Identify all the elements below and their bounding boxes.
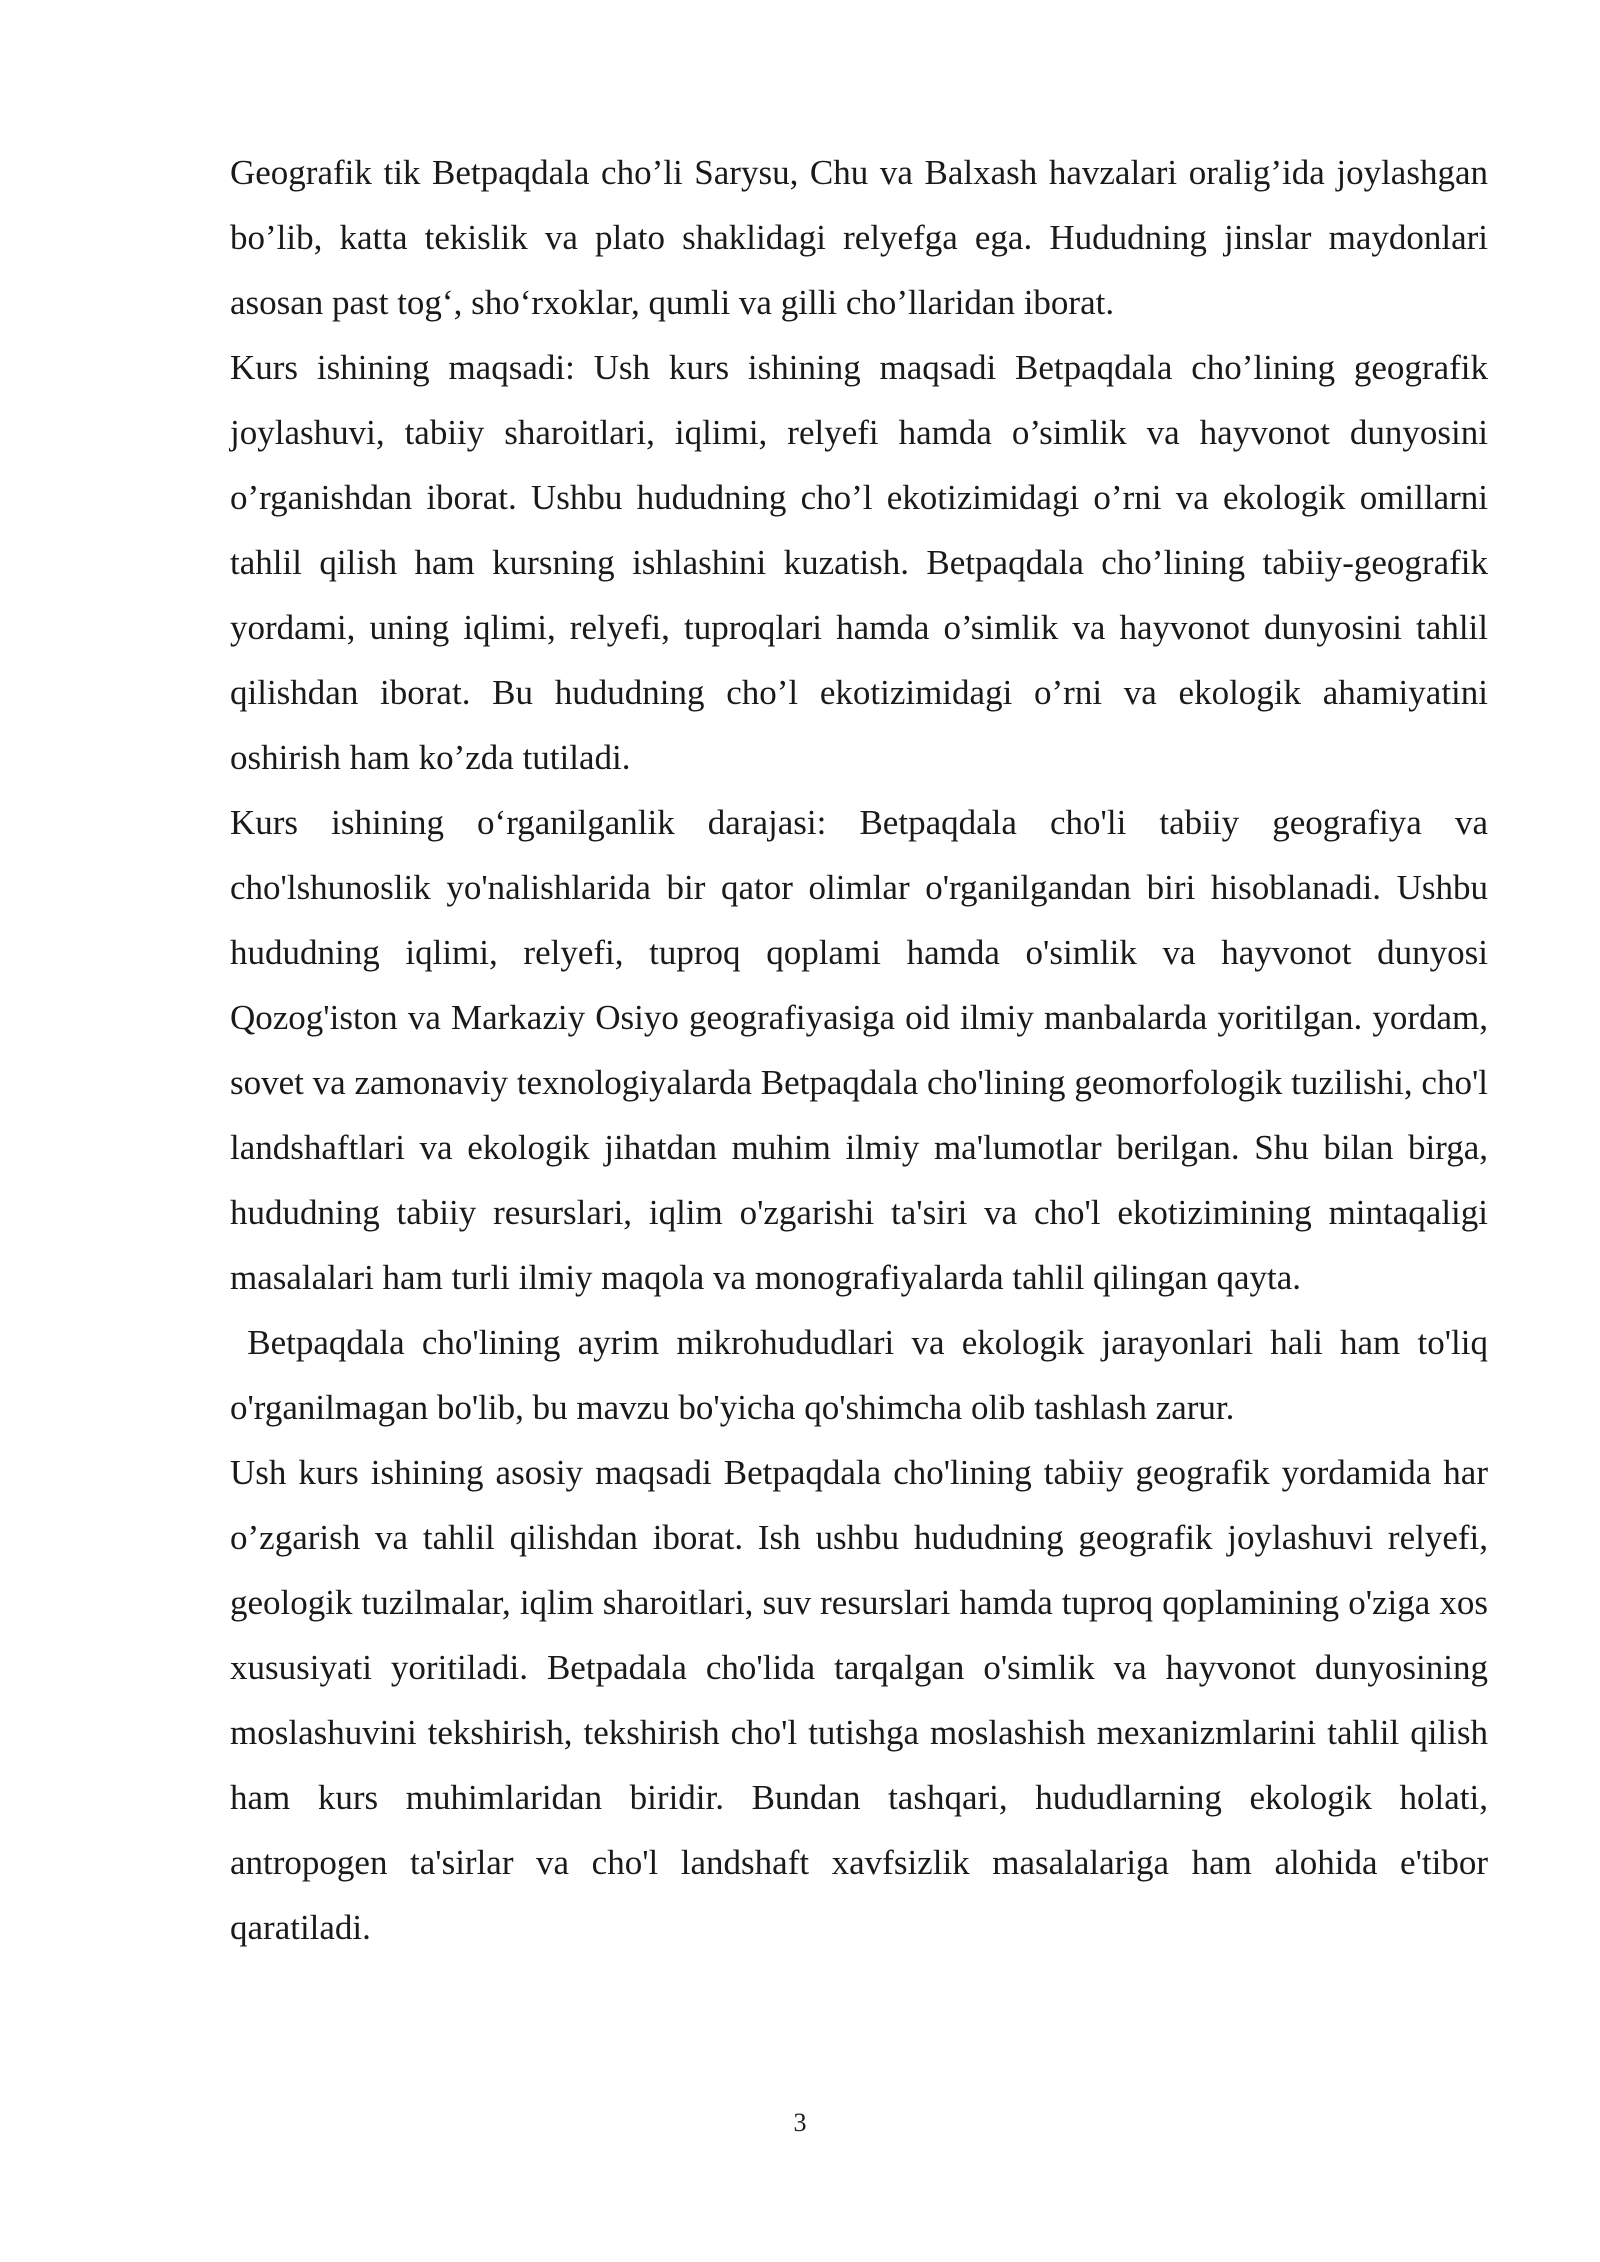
paragraph-study-level: Kurs ishining o‘rganilganlik darajasi: Betpaqdala cho'li tabiiy geografiya va cho'lshunoslik yo'nalishlarida bir qator olimlar o'rganilgandan biri hisoblanadi. Ushbu hududning iqlimi, relyefi, tuproq qoplami hamda o'simlik va hayvonot dunyosi Qozog'iston va Markaziy Osiyo geografiyasiga oid ilmiy manbalarda yoritilgan. yordam, sovet va zamonaviy texnologiyalarda Betpaqdala cho'lining geomorfologik tuzilishi, cho'l landshaftlari va ekologik jihatdan muhim ilmiy ma'lumotlar berilgan. Shu bilan birga, hududning tabiiy resurslari, iqlim o'zgarishi ta'siri va cho'l ekotizimining mintaqaligi masalalari ham turli ilmiy maqola va monografiyalarda tahlil qilingan qayta. — [230, 803, 1488, 1297]
document-body — [230, 140, 1497, 1960]
paragraph-main-goal: Ush kurs ishining asosiy maqsadi Betpaqdala cho'lining tabiiy geografik yordamida har o’zgarish va tahlil qilishdan iborat. Ish ushbu hududning geografik joylashuvi relyefi, geologik tuzilmalar, iqlim sharoitlari, suv resurslari hamda tuproq qoplamining o'ziga xos xususiyati yoritiladi. Betpadala cho'lida tarqalgan o'simlik va hayvonot dunyosining moslashuvini tekshirish, tekshirish cho'l tutishga moslashish mexanizmlarini tahlil qilish ham kurs muhimlaridan biridir. Bundan tashqari, hududlarning ekologik holati, antropogen ta'sirlar va cho'l landshaft xavfsizlik masalalariga ham alohida e'tibor qaratiladi. — [230, 1453, 1488, 1947]
page-number: 3 — [793, 2108, 807, 2137]
paragraph-purpose: Kurs ishining maqsadi: Ush kurs ishining maqsadi Betpaqdala cho’lining geografik joylashuvi, tabiiy sharoitlari, iqlimi, relyefi hamda o’simlik va hayvonot dunyosini o’rganishdan iborat. Ushbu hududning cho’l ekotizimidagi o’rni va ekologik omillarni tahlil qilish ham kursning ishlashini kuzatish. Betpaqdala cho’lining tabiiy-geografik yordami, uning iqlimi, relyefi, tuproqlari hamda o’simlik va hayvonot dunyosini tahlil qilishdan iborat. Bu hududning cho’l ekotizimidagi o’rni va ekologik ahamiyatini oshirish ham ko’zda tutiladi. — [230, 348, 1488, 777]
paragraph-intro: Geografik tik Betpaqdala cho’li Sarysu, Chu va Balxash havzalari oralig’ida joylashgan bo’lib, katta tekislik va plato shaklidagi relyefga ega. Hududning jinslar maydonlari asosan past tog‘, sho‘rxoklar, qumli va gilli cho’llaridan iborat. — [230, 153, 1488, 322]
paragraph-further-research: Betpaqdala cho'lining ayrim mikrohududlari va ekologik jarayonlari hali ham to'liq o'rganilmagan bo'lib, bu mavzu bo'yicha qo'shimcha olib tashlash zarur. — [230, 1323, 1497, 1427]
